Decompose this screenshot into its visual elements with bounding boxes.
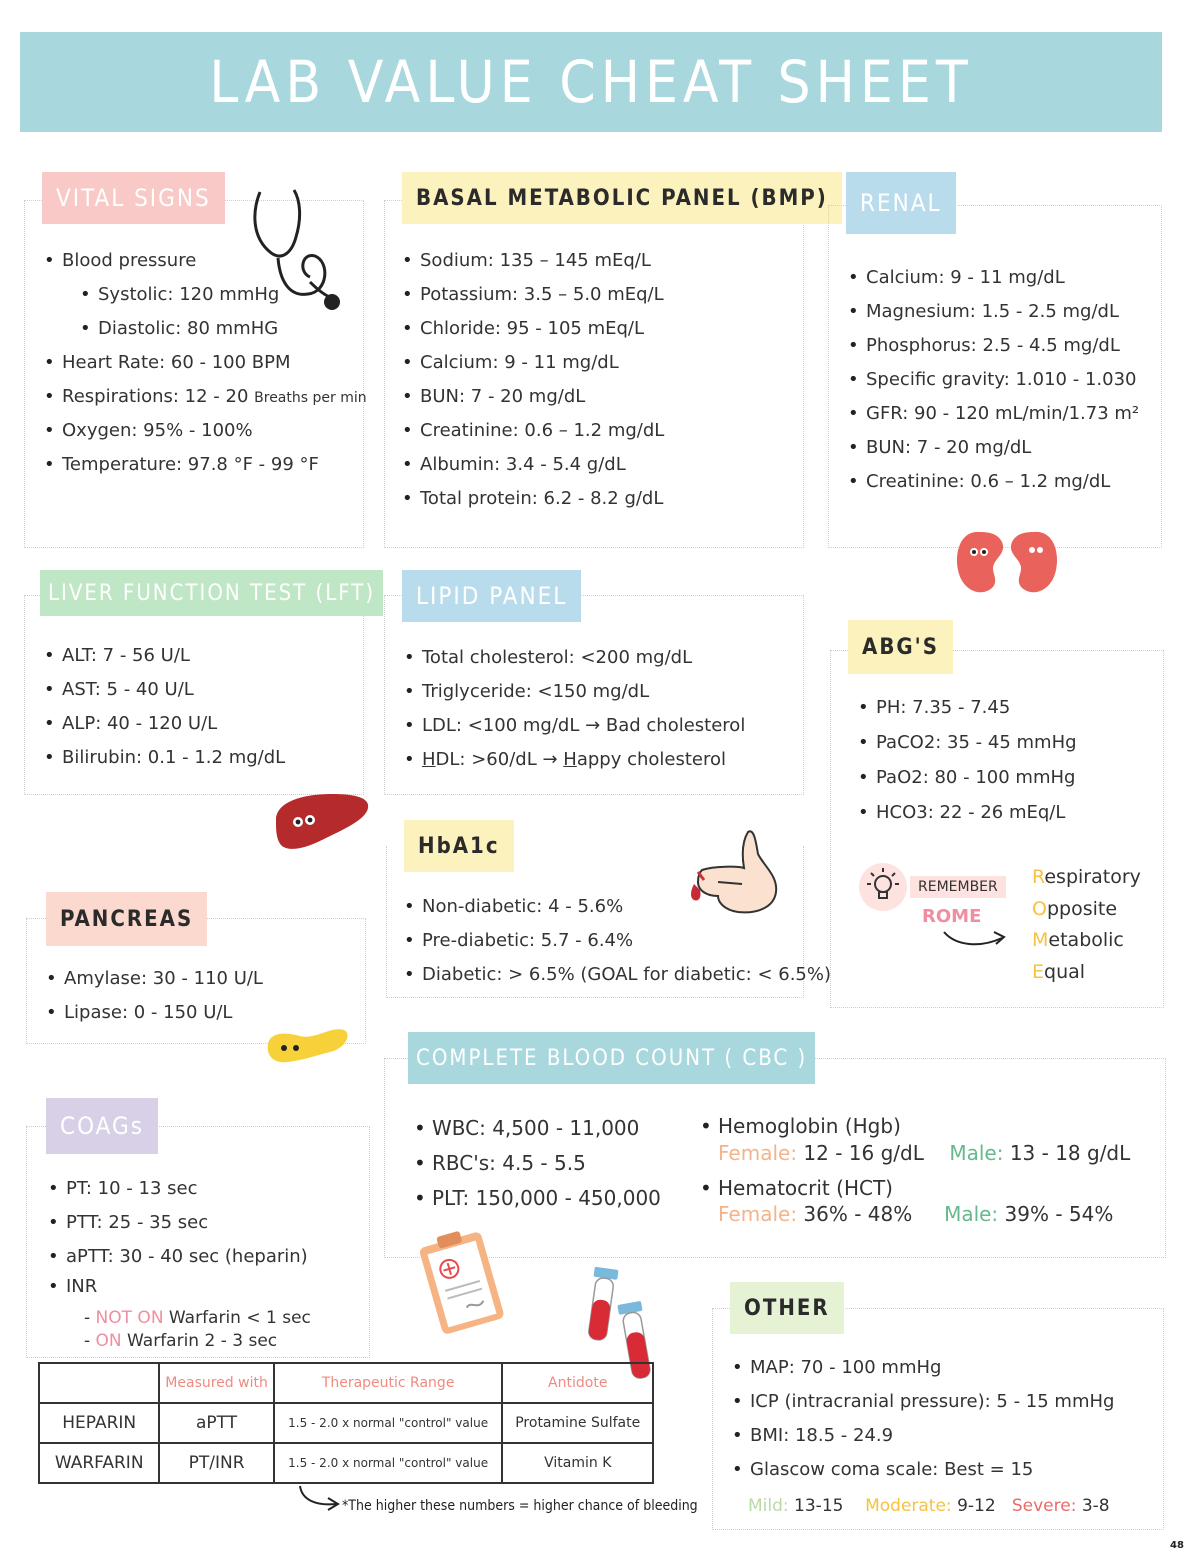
lipid-heading: LIPID PANEL: [402, 570, 581, 622]
list-item: • BUN: 7 - 20 mg/dL: [402, 386, 664, 407]
list-item: • INR: [48, 1276, 308, 1297]
list-item: • Sodium: 135 – 145 mEq/L: [402, 250, 664, 271]
hct-female-value: 36% - 48%: [803, 1202, 913, 1226]
table-header: [39, 1363, 159, 1403]
coags-list: [48, 1178, 308, 1297]
hdl-h2: H: [563, 749, 577, 770]
list-item: • Calcium: 9 - 11 mg/dL: [402, 352, 664, 373]
list-item: • Heart Rate: 60 - 100 BPM: [44, 352, 367, 373]
table-cell: HEPARIN: [39, 1403, 159, 1443]
list-item: • MAP: 70 - 100 mmHg: [732, 1357, 1114, 1378]
other-list: [732, 1357, 1114, 1480]
list-item: • Pre-diabetic: 5.7 - 6.4%: [404, 930, 831, 951]
mnemonic-rest: etabolic: [1048, 929, 1124, 951]
mnemonic-line: [1032, 862, 1141, 894]
list-item: • Bilirubin: 0.1 - 1.2 mg/dL: [44, 747, 285, 768]
table-header: Therapeutic Range: [274, 1363, 503, 1403]
list-item: • PTT: 25 - 35 sec: [48, 1212, 308, 1233]
on-rest: Warfarin 2 - 3 sec: [121, 1331, 278, 1351]
anticoagulant-table: [38, 1362, 654, 1484]
list-item: • Calcium: 9 - 11 mg/dL: [848, 267, 1139, 288]
list-item: • Chloride: 95 - 105 mEq/L: [402, 318, 664, 339]
hct-values: [718, 1202, 1113, 1226]
cbc-hgb-list: [700, 1114, 901, 1138]
hdl-h: H: [422, 749, 436, 770]
vital-signs-list: [44, 250, 367, 475]
list-item: • Blood pressure: [44, 250, 367, 271]
lightbulb-icon: [858, 862, 908, 912]
severe-label: Severe:: [1011, 1496, 1077, 1516]
respirations-unit: Breaths per min: [254, 390, 367, 406]
not-on-label: NOT ON: [95, 1308, 164, 1328]
list-item: • ALP: 40 - 120 U/L: [44, 713, 285, 734]
list-item: • Total cholesterol: <200 mg/dL: [404, 647, 745, 668]
list-item: • Phosphorus: 2.5 - 4.5 mg/dL: [848, 335, 1139, 356]
hgb-values: [718, 1141, 1130, 1165]
rome-label: ROME: [922, 906, 982, 927]
cbc-list: [414, 1116, 661, 1210]
list-item: • Amylase: 30 - 110 U/L: [46, 968, 263, 989]
hba1c-heading: HbA1c: [404, 820, 514, 872]
ldl-text: LDL: <100 mg/dL → Bad cholesterol: [422, 715, 746, 736]
list-item: • Diastolic: 80 mmHG: [44, 318, 367, 339]
list-item: • BMI: 18.5 - 24.9: [732, 1425, 1114, 1446]
list-item: • BUN: 7 - 20 mg/dL: [848, 437, 1139, 458]
hdl-end: appy cholesterol: [576, 749, 726, 770]
gcs-scale: [748, 1496, 1110, 1516]
table-header-row: [39, 1363, 653, 1403]
female-label: Female:: [718, 1202, 798, 1226]
list-item: • Non-diabetic: 4 - 5.6%: [404, 896, 831, 917]
hgb-male-value: 13 - 18 g/dL: [1009, 1141, 1131, 1165]
hct-male-value: 39% - 54%: [1004, 1202, 1114, 1226]
cbc-heading: COMPLETE BLOOD COUNT ( CBC ): [408, 1032, 815, 1084]
severe-value: 3-8: [1081, 1496, 1110, 1516]
list-item: [404, 749, 745, 770]
mnemonic-letter: E: [1032, 960, 1045, 983]
table-cell: WARFARIN: [39, 1443, 159, 1483]
lft-heading: LIVER FUNCTION TEST (LFT): [40, 570, 383, 616]
liver-icon: [272, 790, 372, 854]
list-item: • Creatinine: 0.6 – 1.2 mg/dL: [402, 420, 664, 441]
list-item: • Lipase: 0 - 150 U/L: [46, 1002, 263, 1023]
remember-label: REMEMBER: [910, 876, 1006, 898]
pancreas-list: [46, 968, 263, 1023]
pancreas-icon: [264, 1024, 350, 1066]
kidneys-icon: [952, 528, 1062, 600]
moderate-value: 9-12: [957, 1496, 996, 1516]
other-heading: OTHER: [730, 1282, 844, 1334]
list-item: • ICP (intracranial pressure): 5 - 15 mmHg: [732, 1391, 1114, 1412]
abgs-heading: ABG'S: [848, 620, 953, 674]
inr-not-on: - NOT ON Warfarin < 1 sec: [84, 1308, 311, 1328]
bmp-list: [402, 250, 664, 509]
female-label: Female:: [718, 1141, 798, 1165]
renal-heading: RENAL: [846, 172, 956, 234]
table-row: [39, 1403, 653, 1443]
mild-value: 13-15: [794, 1496, 844, 1516]
mnemonic-line: [1032, 925, 1141, 957]
table-cell: PT/INR: [159, 1443, 273, 1483]
list-item: • Hemoglobin (Hgb): [700, 1114, 901, 1138]
table-cell: 1.5 - 2.0 x normal "control" value: [274, 1443, 503, 1483]
inr-on: - ON Warfarin 2 - 3 sec: [84, 1331, 278, 1351]
respirations-value: Respirations: 12 - 20: [62, 386, 249, 407]
mnemonic-letter: R: [1032, 866, 1045, 888]
renal-list: [848, 267, 1139, 492]
list-item: • PLT: 150,000 - 450,000: [414, 1186, 661, 1210]
hba1c-list: [404, 896, 831, 985]
table-header: Antidote: [502, 1363, 653, 1403]
list-item: • PaO2: 80 - 100 mmHg: [858, 767, 1077, 788]
list-item: • Triglyceride: <150 mg/dL: [404, 681, 745, 702]
list-item: • RBC's: 4.5 - 5.5: [414, 1151, 661, 1175]
mnemonic-rest: qual: [1044, 960, 1086, 983]
mnemonic-line: [1032, 894, 1141, 926]
curved-arrow-icon: [940, 924, 1010, 950]
table-cell: Vitamin K: [502, 1443, 653, 1483]
hdl-mid: DL: >60/dL →: [435, 749, 564, 770]
list-item: • Specific gravity: 1.010 - 1.030: [848, 369, 1139, 390]
list-item: [44, 386, 367, 407]
table-cell: Protamine Sulfate: [502, 1403, 653, 1443]
page-title: LAB VALUE CHEAT SHEET: [209, 48, 973, 116]
mnemonic-letter: O: [1032, 897, 1047, 920]
table-header: Measured with: [159, 1363, 273, 1403]
list-item: • PH: 7.35 - 7.45: [858, 697, 1077, 718]
coags-heading: COAGs: [46, 1098, 158, 1154]
list-item: • Hematocrit (HCT): [700, 1176, 893, 1200]
list-item: • Systolic: 120 mmHg: [44, 284, 367, 305]
list-item: • GFR: 90 - 120 mL/min/1.73 m²: [848, 403, 1139, 424]
list-item: • Oxygen: 95% - 100%: [44, 420, 367, 441]
on-label: ON: [95, 1331, 122, 1351]
mnemonic-rest: pposite: [1046, 897, 1118, 920]
list-item: • PaCO2: 35 - 45 mmHg: [858, 732, 1077, 753]
list-item: • Glascow coma scale: Best = 15: [732, 1459, 1114, 1480]
list-item: • Total protein: 6.2 - 8.2 g/dL: [402, 488, 664, 509]
list-item: • Temperature: 97.8 °F - 99 °F: [44, 454, 367, 475]
list-item: • Potassium: 3.5 – 5.0 mEq/L: [402, 284, 664, 305]
lipid-list: [404, 647, 745, 770]
moderate-label: Moderate:: [865, 1496, 952, 1516]
list-item: • AST: 5 - 40 U/L: [44, 679, 285, 700]
title-banner: [20, 32, 1162, 132]
cbc-hct-list: [700, 1176, 893, 1200]
list-item: • aPTT: 30 - 40 sec (heparin): [48, 1246, 308, 1267]
lft-list: [44, 645, 285, 768]
note-arrow-icon: [296, 1484, 342, 1512]
mnemonic-letter: M: [1032, 929, 1049, 951]
list-item: • PT: 10 - 13 sec: [48, 1178, 308, 1199]
table-cell: 1.5 - 2.0 x normal "control" value: [274, 1403, 503, 1443]
list-item: • Albumin: 3.4 - 5.4 g/dL: [402, 454, 664, 475]
mnemonic-line: [1032, 957, 1141, 989]
list-item: • WBC: 4,500 - 11,000: [414, 1116, 661, 1140]
list-item: • Diabetic: > 6.5% (GOAL for diabetic: < 6.5%): [404, 964, 831, 985]
clipboard-icon: [410, 1226, 514, 1342]
hgb-female-value: 12 - 16 g/dL: [803, 1141, 924, 1165]
not-on-rest: Warfarin < 1 sec: [163, 1308, 311, 1328]
list-item: • Magnesium: 1.5 - 2.5 mg/dL: [848, 301, 1139, 322]
mnemonic-rest: espiratory: [1044, 866, 1141, 888]
list-item: [404, 715, 745, 736]
bmp-heading: BASAL METABOLIC PANEL (BMP): [402, 172, 842, 224]
list-item: • HCO3: 22 - 26 mEq/L: [858, 802, 1077, 823]
list-item: • ALT: 7 - 56 U/L: [44, 645, 285, 666]
table-cell: aPTT: [159, 1403, 273, 1443]
table-row: [39, 1443, 653, 1483]
vital-signs-heading: VITAL SIGNS: [42, 172, 225, 224]
male-label: Male:: [949, 1141, 1004, 1165]
list-item: • Creatinine: 0.6 – 1.2 mg/dL: [848, 471, 1139, 492]
male-label: Male:: [944, 1202, 999, 1226]
mild-label: Mild:: [748, 1496, 789, 1516]
rome-mnemonic: [1032, 862, 1141, 988]
page-number: 48: [1170, 1540, 1184, 1551]
pancreas-heading: PANCREAS: [46, 892, 207, 946]
bleeding-note: *The higher these numbers = higher chance of bleeding: [342, 1498, 698, 1514]
abgs-list: [858, 697, 1077, 823]
